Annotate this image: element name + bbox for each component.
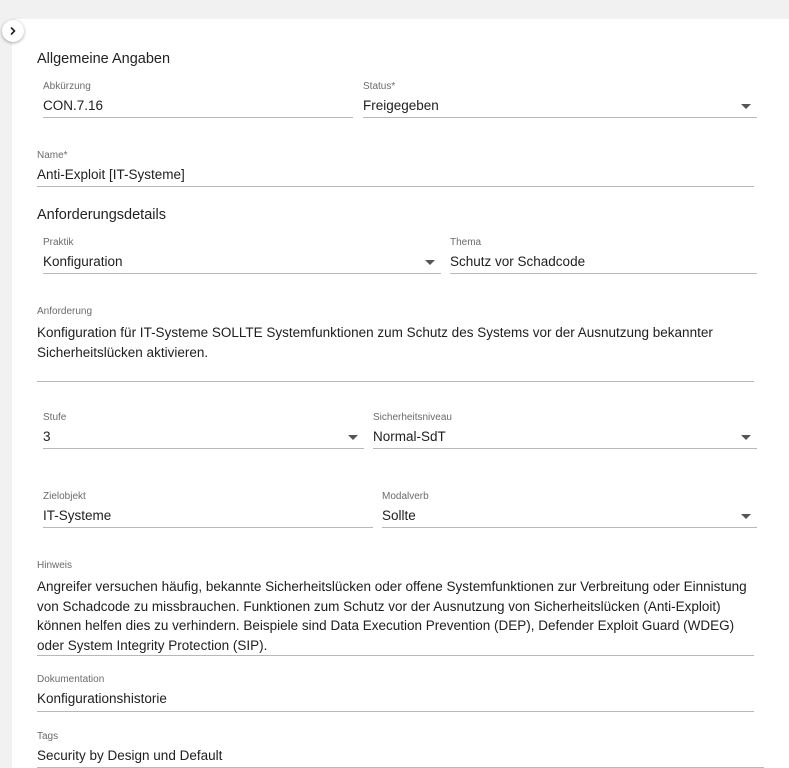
- praktik-value: Konfiguration: [43, 254, 123, 269]
- sidebar-toggle-button[interactable]: [2, 20, 24, 42]
- stufe-select[interactable]: [43, 412, 364, 449]
- name-label: Name*: [37, 150, 68, 161]
- chevron-right-icon: [9, 27, 17, 35]
- anforderung-textarea[interactable]: [37, 306, 754, 382]
- anforderung-label: Anforderung: [37, 306, 93, 317]
- praktik-select[interactable]: [43, 237, 441, 274]
- section-heading-general: Allgemeine Angaben: [37, 51, 171, 67]
- zielobjekt-value: IT-Systeme: [43, 508, 112, 523]
- tags-label: Tags: [37, 731, 59, 742]
- caret-down-icon: [348, 435, 358, 440]
- modalverb-select[interactable]: [382, 491, 757, 528]
- status-label: Status*: [363, 81, 396, 92]
- sicherheitsniveau-select[interactable]: [373, 412, 757, 449]
- caret-down-icon: [741, 435, 751, 440]
- thema-field[interactable]: [450, 237, 757, 274]
- tags-field[interactable]: [37, 731, 764, 768]
- dokumentation-label: Dokumentation: [37, 674, 105, 685]
- section-heading-details: Anforderungsdetails: [37, 207, 166, 223]
- hinweis-textarea[interactable]: [37, 560, 754, 656]
- abkuerzung-value: CON.7.16: [43, 98, 104, 113]
- caret-down-icon: [425, 260, 435, 265]
- thema-value: Schutz vor Schadcode: [450, 254, 586, 269]
- requirement-form-card: [12, 19, 789, 768]
- hinweis-value: Angreifer versuchen häufig, bekannte Sicherheitslücken oder offene Systemfunktionen zur Verbreitung oder Einnistung von Schadcode zu missbrauchen. Funktionen zum Schutz vor der Ausnutzung von Sicherheitslücken (Anti-Exploit) können helfen dies zu verhindern. Beispiele sind Data Execution Prevention (DEP), Defender Exploit Guard (WDEG) oder System Integrity Protection (SIP).: [37, 579, 747, 653]
- hinweis-label: Hinweis: [37, 560, 73, 571]
- caret-down-icon: [741, 104, 751, 109]
- stufe-value: 3: [43, 429, 51, 444]
- sicherheitsniveau-value: Normal-SdT: [373, 429, 446, 444]
- abkuerzung-field[interactable]: [43, 81, 353, 118]
- tags-value: Security by Design und Default: [37, 748, 223, 763]
- abkuerzung-label: Abkürzung: [43, 81, 91, 92]
- dokumentation-value: Konfigurationshistorie: [37, 691, 167, 706]
- modalverb-value: Sollte: [382, 508, 416, 523]
- status-select[interactable]: [363, 81, 757, 118]
- thema-label: Thema: [450, 237, 482, 248]
- name-value: Anti-Exploit [IT-Systeme]: [37, 167, 185, 182]
- caret-down-icon: [741, 514, 751, 519]
- name-field[interactable]: [37, 150, 754, 187]
- anforderung-value: Konfiguration für IT-Systeme SOLLTE Systemfunktionen zum Schutz des Systems vor der Ausnutzung bekannter Sicherheitslücken aktivieren.: [37, 325, 713, 360]
- praktik-label: Praktik: [43, 237, 74, 248]
- modalverb-label: Modalverb: [382, 491, 429, 502]
- dokumentation-field[interactable]: [37, 674, 754, 712]
- sicherheitsniveau-label: Sicherheitsniveau: [373, 412, 452, 423]
- stufe-label: Stufe: [43, 412, 67, 423]
- status-value: Freigegeben: [363, 98, 439, 113]
- zielobjekt-field[interactable]: [43, 491, 373, 528]
- zielobjekt-label: Zielobjekt: [43, 491, 86, 502]
